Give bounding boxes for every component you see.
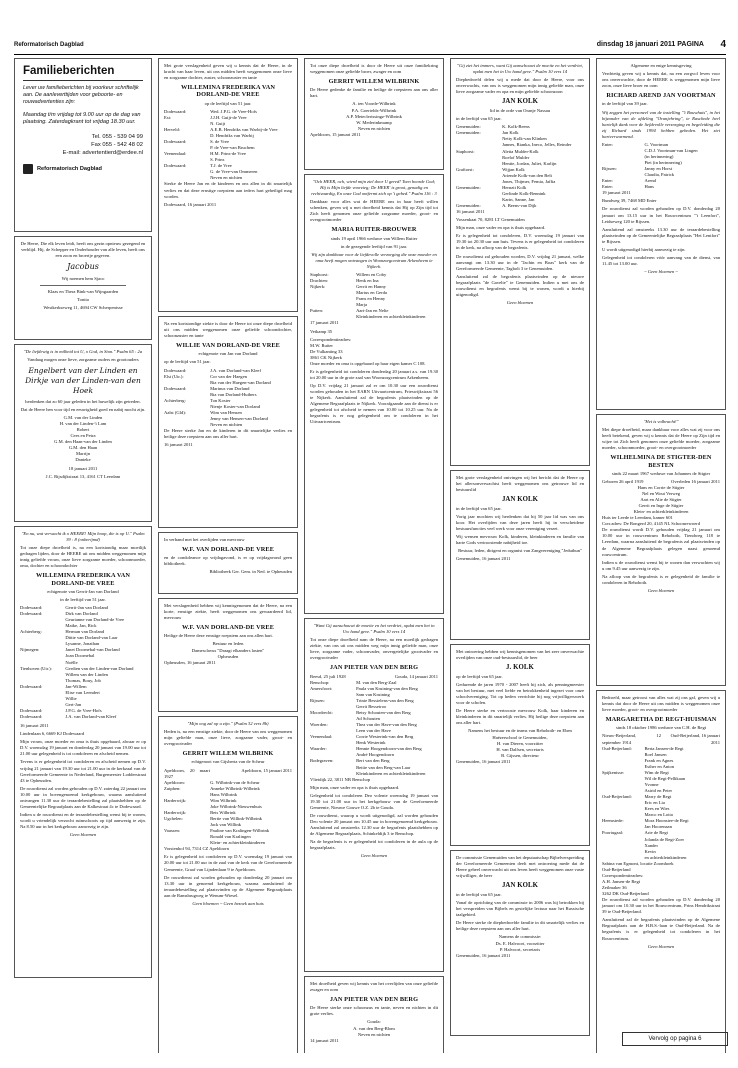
- family-row: Kevin: [644, 848, 656, 854]
- family-row: Genemuiden: A. Beens-van Dijk: [456, 203, 537, 209]
- death-notice-kolk: "Gij ziet het immers, want Gij aanschouwt de moeite en het verdriet, opdat men het in Uw hand geve." Psalm 10 vers 14 Diepbedroefd delen wij u mede dat door de Heere, voor ons onverwachts, van ons is weggenomen mijn innig geliefde man, onze lieve zorgzame vader en opa en mijn geliefde schoonzoon JAN KOLK lid in de orde van Oranje Nassau in de leeftijd van 65 jaar. Genemuiden: K. Kolk-Beens Genemuiden: Jan Kolk Netty Kolk-van Klinken Jannes, Rianka, Ineco, Jelles, Reinder Staphorst: Aletta Mulder-Kolk Roelof Mulder Hentie, Jordan, Juliet, Karlijn Graftorst: Wijjan Kolk Ariende Kolk-van den Belt Jones, Thijmer, Femia, Jaffia Genemuiden: Hernzit Kolk Gerlinde Kolk-Bennink Karin, Sanne, Jan Genemuiden: A. Beens-van Dijk 16 januari 2011 Vossenkaat 70, 8281 LT Genemuiden Mijn man, onze vader en opa is thuis opgebaard. Er is gelegenheid tot condoleren, D.V. woensdag 19 januari van 19.30 tot 20.30 uur aan huis. Tevens is er gelegenheid tot condoleren in de kerk, na afloop van de begrafenis. De rouwdienst zal gehouden worden, D.V. vrijdag 21 januari, welke aanvangt om 13.30 uur in de "Jachin en Boas" kerk van de Gereformeerde Gemeente, Tagbolt 3 te Genemuiden. Aansluitend zal de begrafenis plaatsvinden op de nieuwe begraafplaats "de Gavelte" te Genemuiden. Indien u met ons de rouwdienst en begrafenis wenst bij te wonen, wordt u hierbij uitgenodigd. Geen bloemen: [450, 58, 590, 466]
- family-row: Genemuiden: Hernzit Kolk: [456, 184, 527, 190]
- family-row: Roelof Mulder: [502, 154, 530, 160]
- family-row: Ronald van Kralingen: [210, 834, 251, 840]
- family-row: Herveld: A.E.B. Hendriks van Warbij-de Vree: [164, 126, 278, 132]
- family-row: Bodegraven: Bert van den Berg: [310, 758, 390, 764]
- bible-committee-notice: De commissie Genemuiden van het deputaatschap Bijbelverspreiding der Gereformeerde Gemeenten deelt met ontroering mede dat de Heere geheel onverwacht uit ons leven heeft weggenomen onze vaste vrijwilliger, de heer JAN KOLK in de leeftijd van 65 jaar. Vanaf de oprichting van de commissie in 2006 was hij betrokken bij het verspreiden van Bijbels en gestelijke lectuur naar het Russische taalgebied. De Heere sterke de diepbedroefde familie in dit smartelijk verlies en heilige deze roepstem aan ons aller hart. Namens de commissie: Ds. E. Halvoort, voorzitter P. Halvoort, secretaris Genemuiden, 16 januari 2011: [450, 850, 590, 1036]
- family-row: D. Hendriks van Warbij: [210, 132, 254, 138]
- death-notice-wilbrink: "Mijn oog zal op u zijn." (Psalm 32 vers 8b) Heden is, na een ernstige ziekte, door de Heere van ons weggenomen mijn geliefde man, onze lieve, zorgzame vader, groot- en overgrootvader GERRIT WILLEM WILBRINK echtgenoot van Gijsberta van de Scheur Apeldoorn, 20 maart 1927 Apeldoorn, 15 januari 2011 Apeldoorn: G. Wilbrink-van de Scheur Zutphen: Anneke Wilbrink-Wilbrink Hans Wilbrink Harderwijk: Wim Wilbrink Joke Wilbrink-Nieuwenhuis Harderwijk: Bets Wilbrink Ugchelen: Bertie van Willink-Wilbrink Jack van Willink Vaassen: Pauline van Kralingen-Wilbrink Ronald van Kralingen Klein- en achterkleinkinderen Vorstenhof 94, 7314 CZ Apeldoorn Er is gelegenheid tot condoleren op D.V. woensdag 19 januari van 20.00 uur tot 21.00 uur in de zaal van de kerk van de Gereformeerde Gemeente, Graaf van Lijndenlaan 9 te Apeldoorn. De rouwdienst zal worden gehouden op donderdag 20 januari om 13.30 uur in genoemd kerkgebouw, waarna aansluitend de teraardebestelling zal plaatsvinden op de Algemene Begraafplaats aan de Ramsbrugweg te Wenum-Wiesel. Geen bloemen ~ Geen bezoek aan huis: [158, 716, 298, 1053]
- family-row: Henk Westerink: [356, 740, 386, 746]
- family-row: Willem van der Linden: [65, 671, 108, 677]
- family-row: Dodewaard: J.A. van Dorland-van Kleef: [20, 714, 117, 720]
- family-row: S. Prins: [210, 157, 225, 163]
- family-row: Tienhoven (Utr.): Gerdien van der Linden-van Dorland: [20, 665, 134, 671]
- family-row: Klein- en achterkleinkinderen: [210, 840, 265, 846]
- family-row: Claudia, Patrick: [644, 172, 675, 178]
- family-row: Vaassen: Pauline van Kralingen-Wilbrink: [164, 828, 270, 834]
- family-row: Ad Schouten: [356, 716, 380, 722]
- death-notice-wilbrink-family: Tot onze diepe droefheid is door de Heere uit onze familiekring weggenomen onze geliefde broer, zwager en oom GERRIT WILLEM WILBRINK De Heere gedenke de familie en heilige de roepsteen aan ons aller hart. A. ten Voorde-Wilbrink P.A. Goertelds-Wilbrink A.P. Meteclerissingz-Wilbrink W. Mederinkmamp Neven en nichten Apeldoorn, 15 januari 2011: [304, 58, 444, 170]
- family-row: Xander: [644, 842, 658, 848]
- family-row: Lysanne, Jonathan: [65, 641, 100, 647]
- family-row: Gerrit Bessetroo: [356, 703, 387, 709]
- family-row: Ariende Kolk-van den Belt: [502, 172, 552, 178]
- family-row: Wil de Regt-Pellikaan: [644, 775, 686, 781]
- list-line: Zeilmaker 36: [602, 885, 627, 891]
- family-row: Nienje Koster-van Dorland: [210, 403, 260, 409]
- family-row: Sam van Kruining: [356, 691, 390, 697]
- family-row: Genemuiden: K. Kolk-Beens: [456, 124, 530, 130]
- family-row: Staphorst: Aletta Mulder-Kolk: [456, 148, 539, 154]
- deadline-text: Maandag t/m vrijdag tot 9.00 uur op de dag van plaatsing. Zaterdagkrant tot vrijdag 18.30 uur.: [23, 112, 141, 126]
- family-list: [20, 415, 146, 464]
- family-row: Esther en Anton: [644, 763, 675, 769]
- family-row: Jan Hoorenaan: [644, 824, 672, 830]
- family-row: Gert-Jan: [65, 701, 82, 707]
- family-row: Woerden: Thea van der Have-van den Berg: [310, 722, 417, 728]
- family-row: Nijkerk: Gerrit en Hanny: [310, 284, 386, 290]
- family-row: Poortugaal: Arie de Regt: [602, 830, 668, 836]
- family-row: Leen van der Have: [356, 728, 391, 734]
- family-row: Dodewaard: Wed. J.P.G. de Vree-Hofs: [164, 108, 257, 114]
- death-notice-de-stigter: "Het is volbracht!" Met diepe droefheid, maar dankbaar voor alles wat zij voor ons heeft betekend, geven wij u kennis dat de Heere op Zijn tijd en wijze tot Zich heeft genomen onze geliefde moeder, zorgzame moeder, schoonmoeder, groot- en overgrootmoeder WILHELMINA DE STIGTER-DEN BESTEN sinds 22 maart 1967 weduwe van Johannes de Stigter Geboren 26 april 1919 Overleden 16 januari 2011 Hans en Corrie de Stigter Nel en Wout Verweg Aart en Alie de Stigter Gerrit en Inge de Stigter Klein- en achterkleinkinderen Huis ter Leede te Leerdam, kamer 601 Corr.adres: De Bongerd 20, 4145 NL Schoonrewoerd De rouwdienst wordt D.V. gehouden vrijdag 21 januari om 10.00 uur in rouwcentrum Rehoboth, Tiendweg 118 te Leerdam, waarna aansluitend de begrafenis zal plaatsvinden op de Algemene Begraafplaats gelegen naast genoemd rouwcentrum. Indien u de rouwdienst wenst bij te wonen dan verwachten wij u om 9.45 uur aanwezig te zijn. Na afloop van de begrafenis is er gelegenheid de familie te condoleren in Rehoboth. Geen bloemen: [596, 414, 726, 686]
- family-row: Marco en Lotta: [644, 812, 673, 818]
- family-row: Veenendaal: H.M. Prins-de Vree: [164, 151, 246, 157]
- family-row: Hans Wilbrink: [210, 791, 237, 797]
- list-line: Bestuur en leden: [212, 641, 244, 647]
- family-row: Noëlle: [65, 659, 78, 665]
- family-row: Neven en nichten: [210, 175, 243, 181]
- family-row: Rijssen: Trinie Bessielens-van den Berg: [310, 697, 414, 703]
- list-line: Marrijn: [75, 451, 91, 457]
- family-row: Karin, Sanne, Jan: [502, 197, 535, 202]
- family-row: Jones, Thijmer, Femia, Jaffia: [502, 178, 556, 184]
- contact-info: [23, 133, 143, 158]
- family-row: Willie: [65, 695, 77, 701]
- family-row: Marja: [356, 302, 368, 308]
- death-notice-de-regt: Bedroefd, maar getroost van alles wat zij ons gaf, geven wij u kennis dat door de Heere uit ons midden is weggenomen onze lieve moeder, groot- en overgrootmoeder MARGARETHA DE REGT-HUISMAN sinds 18 oktober 1986 weduwe van C.H. de Regt Nieuw-Beijerland, 12 september 1914 Oud-Beijerland, 16 januari 2011 Oud-Beijerland: Berta Jansen-de Regt Roel Jansen Frank en Agnes Esther en Anton Spijkenisse: Wim de Regt Wil de Regt-Pellikaan Yvonne Astrid en Peter Oud-Beijerland: Marry de Regt Eric en Lia Kees en Wies Marco en Lotta Heemstede: Mora Hoonstee-de Regt Jan Hoorenaan Poortugaal: Arie de Regt Jolanda de Regt-Zoer Xander Kevin en achterkleinkinderen Sabina van Egmont, locatie Zoomhoek Oud-Beijerland Correspondentieadres: A.H. Jansen-de Regt Zeilmaker 36 3262 DK Oud-Beijerland De rouwdienst zal worden gehouden op D.V. donderdag 20 januari om 10.30 uur in het Rouwcentrum, Prins Hendrikstraat 39 te Oud-Beijerland. Aansluitend zal de begrafenis plaatsvinden op de Algemene Begraafplaats aan de H.B.S.-laan te Oud-Beijerland. Na de begrafenis is er gelegenheid tot condoleren in het Rouwcentrum. Geen bloemen: [596, 690, 726, 1053]
- family-row: Bettie van den Berg-van Laar: [356, 764, 411, 770]
- family-row: Marius en Gerda: [356, 290, 387, 296]
- list-line: H. van der Linden-'t Lam: [59, 420, 107, 426]
- family-row: Moordrecht: Betsy Schouten-van den Berg: [310, 709, 411, 715]
- library-notice: In verband met het overlijden van mevrouw W.F. VAN DORLAND-DE VREE en de condoleance op vrijdagavond, is er op vrijdagavond geen bibliotheek. Bibliotheek Ger. Gem. in Ned. te Opheusden: [158, 532, 298, 594]
- family-row: Drachten: Henk en Ina: [310, 278, 379, 284]
- family-row: G. de Vree-van Ommeren: [210, 169, 258, 175]
- family-row: Dittie van Dorland-van Laar: [65, 635, 118, 641]
- email: E-mail: advertentierd@erdee.nl: [62, 150, 143, 157]
- family-row: Ria van Dorland-Huibers: [210, 391, 257, 397]
- family-row: Yvonne: [644, 781, 659, 787]
- family-row: Jannes, Rianka, Ineco, Jelles, Reinder: [502, 142, 572, 148]
- family-row: Enter: Hans: [602, 184, 654, 190]
- list-line: P. Halvoort, secretaris: [499, 946, 541, 952]
- list-line: G.M. den Haan-van der Linden: [54, 439, 112, 445]
- list-line: M.W. Ruiter: [310, 342, 333, 348]
- family-row: Joan Doornebal: [65, 653, 95, 659]
- top-bar: [14, 40, 726, 55]
- family-row: Jack van Willink: [210, 822, 241, 828]
- school-notice: Met ontroering hebben wij kennisgenomen van het zeer onverwachte overlijden van onze oud-bestuurslid, de heer J. KOLK op de leeftijd van 65 jaar. Gedurende de jaren 1970 - 2007 heeft hij zich, als penningmeester van het bestuur, met veel liefde en betrokkenheid ingezet voor onze schoolvereniging. Tot op heden verrichtte hij nog vrijwilligerswerk voor de scholen. De Heere sterke en vertrooste mevrouw Kolk, haar kinderen en kleinkinderen in dit smartelijk verlies. Hij heilige deze roepstem aan ons aller hart. Namens het bestuur en de teams van Rehoboth- en Eben Haëzerschool te Genemuiden, H. van Dieren, voorzitter H. van Dalfsen, secretaris B. Gijssen, directeur Genemuiden, 16 januari 2011: [450, 644, 590, 846]
- choir-notice: Met grote verslagenheid ontvingen wij het bericht dat de Heere op het allersonverwachtst heeft weggenomen ons getrouwe lid en bestuurslid JAN KOLK in de leeftijd van 65 jaar. Vorig jaar mochten wij herdenken dat hij 50 jaar lid was van ons koor. Het overlijden van deze jaren heeft hij in verscheidene bestuursfuncties veel werk voor onze vereniging verzet. Wij wensen mevrouw Kolk, kinderen, kleinkinderen en familie van harte Gods vertroostende nabijheid toe. Bestuur, leden, dirigent en organist van Zangvereniging "Jeduthun" Genemuiden, 16 januari 2011: [450, 470, 590, 640]
- family-row: en achterkleinkinderen: [644, 854, 687, 860]
- logo: Reformatorisch Dagblad: [23, 164, 143, 174]
- family-row: Rijssen: Janny en Horst: [602, 166, 673, 172]
- list-line: W. Mederinkmamp: [356, 119, 392, 125]
- family-row: (in herinnering): [644, 153, 674, 159]
- death-notice-ruiter: "Och HEER, och, wierd mijn ziel door U gered! Toen hoorde God; Hij is Mijn liefde voorzieg; De HEER' is groot, genadig en rechtvaardig, En onze God ontfermt zich op 't gebed." Psalm 116 : 3 Dankbaar voor alles wat de HEERE ons in haar heeft willen schenken, geven wij u met droefheid kennis dat Hij op Zijn tijd tot Zich heeft genomen onze geliefde zorgzame moeder, groot- en overgrootmoeder MARIA RUITER-BROUWER sinds 19 april 1966 weduwe van Willem Ruiter in de gezegende leeftijd van 91 jaar. Wij zijn dankbaar voor de liefdevolle verzorging die onze moeder en oma heeft mogen ontvangen in Woonzorgcentrum Arkenheem te Nijkerk. Staphorst: Willem en Coby Drachten: Henk en Ina Nijkerk: Gerrit en Hanny Marius en Gerda Frans en Henny Marja Putten: Aart-Jan en Nelie Kleinkinderen en achterkleinkinderen 17 januari 2011 Vetkamp 35 Correspondentieadres: M.W. Ruiter De Vulkanting 33 3861 CK Nijkerk Onze moeder en oma is opgebaard op haar eigen kamer C 108. Er is gelegenheid tot condoleren donderdag 20 januari a.s. van 19.30 tot 20.00 uur in de grote zaal van Woonzorgcentrum Arkenheem. Op D.V. vrijdag 21 januari zal er om 10.30 uur een rouwdienst worden gehouden in het EARN Uitvaartcentrum, Frieswijkstraat 56 te Nijkerk. Aansluitend zal de begrafenis plaatsvinden op de Algemene Begraafplaats te Nijkerk. Voorafgaande aan de dienst is er gelegenheid tot afscheid te nemen van 10.00 tot 10.25 uur. Na de begrafenis is er nog gelegenheid om te condoleren in het Uitvaartcentrum.: [304, 174, 444, 614]
- family-row: Elst (Utr.): Cor van der Haegen: [164, 373, 247, 379]
- couple-name: Engelbert van der Linden en Dirkje van der Linden-van den Hoek: [25, 366, 141, 395]
- list-line: Huis ter Leede te Leerdam, kamer 601: [602, 515, 673, 521]
- family-row: Gerlinde Kolk-Bennink: [502, 190, 546, 196]
- list-line: A. van den Berg-Blom: [353, 1025, 395, 1031]
- family-row: Dodewaard: S. de Vree: [164, 139, 229, 145]
- family-row: Genemuiden: Jan Kolk: [456, 130, 519, 136]
- list-line: Correspondentieadres:: [310, 336, 352, 342]
- family-row: Achterberg: Herman van Dorland: [20, 629, 105, 635]
- family-notices-header: [14, 58, 152, 232]
- list-line: Namens het bestuur en de teams van Rehoboth- en Eben Haëzerschool te Genemuiden,: [468, 728, 572, 740]
- column-2: [158, 58, 298, 1053]
- family-row: Astrid en Peter: [644, 788, 673, 794]
- list-line: Opheusden: [217, 653, 239, 659]
- page-date: dinsdag 18 januari 2011 PAGINA: [596, 41, 704, 48]
- family-row: Oud-Beijerland: Berta Jansen-de Regt: [602, 745, 684, 751]
- list-line: 3861 CK Nijkerk: [310, 354, 342, 360]
- family-row: Enter: Arend: [602, 178, 656, 184]
- family-row: Netty Kolk-van Klinken: [502, 136, 547, 142]
- death-notice-willemina: "En nu, wat verwacht ik o HEERE! Mijn hoop, die is op U." Psalm 39 : 8 (onberijmd) Tot onze diepe droefheid is, na een kortstondig maar moeilijk gedragen lijden, door de HEERE uit ons midden weggenomen mijn innig geliefde vrouw, onze lieve zorgzame moeder, schoonmoeder, oma, dochter en schoondochter WILLEMINA FREDERIKA VAN DORLAND-DE VREE echtgenote van Gerrit-Jan van Dorland in de leeftijd van 51 jaar. Dodewaard: Gerrit-Jan van Dorland Dodewaard: Dirk van Dorland Geurianne van Dorland-de Vree Maike, Jan, Rick Achterberg: Herman van Dorland Dittie van Dorland-van Laar Lysanne, Jonathan Nijmegen: Janet Doornebal-van Dorland Joan Doornebal Noëlle Tienhoven (Utr.): Gerdien van der Linden-van Dorland Willem van der Linden Thomas, Bouy, Job Dodewaard: Jan-Willem Elise van Leendert Willie Gert-Jan Dodewaard: J.P.G. de Vree-Hofs Dodewaard: J.A. van Dorland-van Kleef 16 januari 2011 Lindenlaan 6, 6669 KJ Dodewaard Mijn vrouw, onze moeder en oma is thuis opgebaard, alwaar er op D.V. woensdag 19 januari en donderdag 20 januari van 19.00 uur tot 21.00 uur gelegenheid is tot condoleren en afscheid nemen. Tevens is er gelegenheid tot condoleren en afscheid nemen op D.V. vrijdag 21 januari van 19.30 uur tot 21.00 uur in de kerkzaal van de Gereformeerde Gemeente in Nederland, Burgemeester Lodderstraat 43 te Opheusden. De rouwdienst zal worden gehouden op D.V. zaterdag 22 januari om 10.00 uur in bovengenoemd kerkgebouw, waarna aansluitend ontvangen 11.30 uur de teraardebestelling zal plaatsbehben op de Gemeentelijke Begraafplaats aan de Kalkestraat 4c te Dodewaard. Indien u de rouwdienst en de teraardebestelling wenst bij te wonen, wordt u vriendelijk verzocht ruimschoots op tijd aanwezig te zijn. Na 8.50 uur in het kerkgebouw aanwezig te zijn. Geen bloemen: [14, 526, 152, 978]
- family-row: Graftorst: Wijjan Kolk: [456, 166, 525, 172]
- family-row: Aalst (Gld): Wim van Hensen: [164, 409, 242, 415]
- family-row: Ria van der Haegen-van Dorland: [210, 379, 271, 385]
- list-line: G.M. den Haan: [68, 445, 98, 451]
- list-line: Aart en Alie de Stigter: [640, 497, 682, 503]
- death-notice-van-den-berg: "Want Gij aanschouwt de moeite en het verdriet, opdat men het in Uw hand geve." Psalm 10 vers 14 Tot onze diepe droefheid nam de Heere, na een moeilijk gedragen ziekte, van ons uit ons midden weg mijn innig geliefde man, onze lieve, zorgzame vader, schoonvader, onvergetelijke grootvader en overgrootvader JAN PIETER VAN DEN BERG Beesd, 25 juli 1928 Gouda, 14 januari 2011 Benschop: M. van den Berg-Zaal Amersfoort: Paula van Kruining-van den Berg Sam van Kruining Rijssen: Trinie Bessielens-van den Berg Gerrit Bessetroo Moordrecht: Betsy Schouten-van den Berg Ad Schouten Woerden: Thea van der Have-van den Berg Leen van der Have Veenendaal: Corrie Westerink-van den Berg Henk Westerink Waarder: Hennie Hoogendoorn-van den Berg André Hoogendoorn Bodegraven: Bert van den Berg Bettie van den Berg-van Laar Kleinkinderen en achterkleinkinderen Vlietdijk 22, 3811 NB Benschop Mijn man, onze vader en opa is thuis opgebaard. Gelegenheid tot condoleren Deo volente woensdag 19 januari van 19.30 tot 21.00 uur in het kerkgebouw van de Gereformeerde Gemeente, Nieuwe Gouwe O.Z. 2b te Gouda. De rouwdienst, waarop u wordt uitgenodigd, zal worden gehouden Deo volente 20 januari om 10.45 uur in bovengenoemd kerkgebouw. Aansluitend zal omstreeks 12.30 uur de begrafenis plaatshebben op de Algemene Begraafplaats, Schinkeldijk 3 te Benschop. Na de begrafenis is er gelegenheid tot condoleren in de aula op de begraafplaats. Geen bloemen: [304, 618, 444, 972]
- family-row: Joke Wilbrink-Nieuwenhuis: [210, 803, 262, 809]
- family-row: Nijmegen: Janet Doornebal-van Dorland: [20, 647, 120, 653]
- anniversary-notice: "De liefdewig is in milheid tot U, o God, in Sion." Psalm 65 : 2a Vandaag mogen onze lieve, zorgzame ouders en grootouders Engelbert van der Linden en Dirkje van der Linden-van den Hoek herdenken dat zo 60 jaar geleden in het huwelijk zijn getreden. Dat de Heere hen voor tijd en eeuwigheid goed en nabij mocht zijn. G.M. van der Linden H. van der Linden-'t Lam Robert Cees en Petra G.M. den Haan-van der Linden G.M. den Haan Marrijn Danieke 18 januari 2011 J.C. Rijsdijkstraat 13, 4161 CT Leerdam: [14, 344, 152, 522]
- family-row: Dodewaard: Dirk van Dorland: [20, 611, 98, 617]
- child-name: Jacobus: [67, 262, 99, 272]
- list-line: Nel en Wout Verweg: [641, 490, 681, 496]
- list-line: Correspondentieadres:: [602, 872, 644, 878]
- family-rows: [20, 605, 146, 720]
- list-line: A.H. Jansen-de Regt: [602, 878, 641, 884]
- list-line: Sabina van Egmont, locatie Zoomhoek: [602, 860, 674, 866]
- phone: Tel. 055 - 539 04 99: [91, 133, 143, 140]
- family-row: Dodewaard: Jan-Willem: [20, 683, 87, 689]
- family-row: Spijkenisse: Wim de Regt: [602, 769, 669, 775]
- family-row: C.D.J. Voortman-van Lingen: [644, 147, 698, 153]
- column-1: [14, 58, 152, 1053]
- list-line: Danieke: [75, 457, 91, 463]
- list-line: 3262 DK Oud-Beijerland: [602, 891, 649, 897]
- list-line: Oud-Beijerland: [602, 866, 631, 872]
- family-row: Waarder: Hennie Hoogendoorn-van den Berg: [310, 746, 422, 752]
- family-row: Dodewaard: Gerrit-Jan van Dorland: [20, 604, 108, 610]
- family-row: Dodewaard: Marinus van Dorland: [164, 385, 250, 391]
- family-row: Enter: G. Voortman: [602, 141, 669, 147]
- family-row: Veenendaal: Corrie Westerink-van den Berg: [310, 734, 414, 740]
- list-line: De Vulkanting 33: [310, 348, 343, 354]
- list-line: Cees en Petra: [70, 433, 96, 439]
- family-row: Achterberg: Ton Koster: [164, 397, 231, 403]
- family-row: Oud-Beijerland: Marry de Regt: [602, 794, 672, 800]
- family-row: Kleinkinderen en achterkleinkinderen: [356, 770, 426, 776]
- family-row: Frank en Agnes: [644, 757, 674, 763]
- list-line: Neven en nichten: [357, 1031, 391, 1037]
- death-notice-van-den-berg-family: Met droefheid geven wij kennis van het overlijden van onze geliefde zwager en oom JAN PIETER VAN DEN BERG De Heere sterke onze schoonzus en tante, neven en nichten in dit grote verlies. Gouda: A. van den Berg-Blom Neven en nichten 14 januari 2011: [304, 976, 444, 1053]
- family-row: Jolanda de Regt-Zoer: [644, 836, 685, 842]
- list-line: B. Gijssen, directeur: [501, 752, 539, 758]
- newspaper-name: Reformatorisch Dagblad: [14, 42, 84, 48]
- family-row: Elise van Leendert: [65, 689, 100, 695]
- deceased-name: WILLEMINA FREDERIKA VAN DORLAND-DE VREE: [35, 572, 131, 587]
- column-4: [450, 58, 590, 1053]
- list-line: Hans en Corrie de Stigter: [637, 484, 685, 490]
- family-row: Kleinkinderen en achterkleinkinderen: [356, 314, 426, 320]
- list-line: H. van Dieren, voorzitter: [496, 740, 544, 746]
- family-row: Dodewaard: J.P.G. de Vree-Hofs: [20, 708, 102, 714]
- list-line: P.A. Goertelds-Wilbrink: [351, 107, 397, 113]
- list-line: Namens de commissie:: [498, 934, 542, 940]
- list-line: Neven en nichten: [357, 125, 391, 131]
- family-row: Staphorst: Willem en Coby: [310, 271, 387, 277]
- family-row: Maike, Jan, Rick: [65, 623, 97, 629]
- list-line: Damesclavus "Draagt elkanders lasten": [191, 647, 265, 653]
- club-notice: Met verslagenheid hebben wij kennisgenomen dat de Heere, na een korte, ernstige ziekte, heeft weggenomen ons gewaardeerd lid, mevrouw W.F. VAN DORLAND-DE VREE Heilige de Heere deze ernstige roepstem aan ons allen hart. Bestuur en leden Damesclavus "Draagt elkanders lasten" Opheusden Opheusden, 16 januari 2011: [158, 598, 298, 712]
- family-row: Zutphen: Anneke Wilbrink-Wilbrink: [164, 785, 260, 791]
- list-line: G.M. van der Linden: [63, 414, 103, 420]
- list-line: A. ten Voorde-Wilbrink: [352, 101, 396, 107]
- family-row: Harderwijk: Wim Wilbrink: [164, 797, 237, 803]
- family-row: Harderwijk: Bets Wilbrink: [164, 809, 236, 815]
- family-row: Geurianne van Dorland-de Vree: [65, 617, 125, 623]
- list-line: Klein- en achterkleinkinderen: [633, 509, 689, 515]
- family-row: Heemstede: Mora Hoonstee-de Regt: [602, 818, 689, 824]
- family-row: Benschop: M. van den Berg-Zaal: [310, 679, 397, 685]
- family-row: André Hoogendoorn: [356, 752, 394, 758]
- section-title: Familieberichten: [23, 65, 143, 81]
- family-row: Ugchelen: Bertie van Willink-Wilbrink: [164, 816, 262, 822]
- list-line: Corr.adres: De Bongerd 20, 4145 NL Schoonrewoerd: [602, 521, 701, 527]
- family-row: Apeldoorn: G. Wilbrink-van de Scheur: [164, 779, 260, 785]
- birth-notice: De Heere, Die elk leven leidt, heeft ons gezin opnieuw gezegend en verblijd. Hij, de Schepper en Onderhouder van alle leven, heeft ons een zoon en broertje gegeven. Jacobus Wij noemen hem Sjaco Klaas en Thera Bink-van Wijngaarden Tonita Westkerkseweg 11, 4694 CW Scherpenisse: [14, 236, 152, 340]
- column-5: [596, 58, 726, 1053]
- family-row: Frans en Henny: [356, 296, 386, 302]
- family-row: N. Guijt: [210, 120, 226, 126]
- family-row: P. de Vree-van Bruchem: [210, 145, 255, 151]
- family-row: Jenny van Hensen-van Dorland: [210, 416, 268, 422]
- family-row: Thomas, Bouy, Job: [65, 677, 101, 683]
- family-row: Neven en nichten: [210, 422, 243, 428]
- death-notice-family-de-vree: Met grote verslagenheid geven wij u kennis dat de Heere, in de kracht van haar leven, uit ons midden heeft weggenomen onze lieve en zorgzame dochter, zuster, schoonzuster en tante WILLEMINA FREDERIKA VAN DORLAND-DE VREE op de leeftijd van 51 jaar. Dodewaard: Wed. J.P.G. de Vree-Hofs Est: J.J.H. Guijt-de Vree N. Guijt Herveld: A.E.B. Hendriks van Warbij-de Vree D. Hendriks van Warbij Dodewaard: S. de Vree P. de Vree-van Bruchem Veenendaal: H.M. Prins-de Vree S. Prins Dodewaard: T.J. de Vree G. de Vree-van Ommeren Neven en nichten Sterke de Heere Jan en de kinderen en ons allen in dit smartelijk verlies en dat deze ernstige roepstem aan ieders hart geheiligd mag worden. Dodewaard, 16 januari 2011: [158, 58, 298, 312]
- death-notice-willie: Na een kortstondige ziekte is door de Heere tot onze diepe droefheid uit ons midden weggenomen onze geliefde schoondochter, schoonzuster en tante WILLIE VAN DORLAND-DE VREE echtgenote van Jan van Dorland op de leeftijd van 51 jaar. Dodewaard: J.A. van Dorland-van Kleef Elst (Utr.): Cor van der Haegen Ria van der Haegen-van Dorland Dodewaard: Marinus van Dorland Ria van Dorland-Huibers Achterberg: Ton Koster Nienje Koster-van Dorland Aalst (Gld): Wim van Hensen Jenny van Hensen-van Dorland Neven en nichten De Heere sterke Jan en de kinderen in dit smartelijke verlies en heilige deze roepstem aan ons aller hart. 16 januari 2011: [158, 316, 298, 528]
- column-3: [304, 58, 444, 1053]
- list-line: Gerrit en Inge de Stigter: [638, 503, 684, 509]
- family-row: Eric en Lia: [644, 800, 665, 806]
- page-number: 4: [720, 39, 726, 50]
- list-line: Gouda:: [367, 1019, 381, 1025]
- list-line: Ds. E. Halvoort, voorzitter: [495, 940, 545, 946]
- family-row: Hentie, Jordan, Juliet, Karlijn: [502, 160, 557, 166]
- family-row: Piet (in herinnering): [644, 160, 682, 166]
- family-row: Roel Jansen: [644, 751, 667, 757]
- intro-text: Lever uw familieberichten bij voorkeur schriftelijk aan. De aanleverttijden voor geboorte- en rouwadvertenties zijn:: [23, 85, 139, 106]
- continue-label: Vervolg op pagina 6: [622, 1032, 728, 1046]
- family-row: Amersfoort: Paula van Kruining-van den Berg: [310, 685, 418, 691]
- death-notice-voortman: Algemene en enige kennisgeving Verdrietig geven wij u kennis dat, na een zorgvol leven voor ons onverwachte, door de HEERE is weggenomen mijn lieve zoon, onze lieve broer en oom RICHARD AREND JAN VOORTMAN in de leeftijd van 39 jaar. Wij zeggen het personeel van de instelling "'t Bouwhuis", in het bijzonder van de afdeling "Oranjehring", te Raschede heel hartelijk dank voor de liefdevolle verzorging en begeleiding die zij Richard sinds 1994 hebben gebeden. Het ziet hartverwarmend. Enter: G. Voortman C.D.J. Voortman-van Lingen (in herinnering) Piet (in herinnering) Rijssen: Janny en Horst Claudia, Patrick Enter: Arend Enter: Hans 19 januari 2011 Bundweg 39, 7468 MD Enter De rouwdienst zal worden gehouden op D.V. donderdag 20 januari om 13.15 uur in het Rouwcentrum "'t Leenfort", Leidseweg 120 te Rijssen. Aansluitend zal omstreeks 13.30 uur de teraardebestelling plaatsvinden op de Gemeentelijke Begraafplaats "Het Lentfort" te Rijssen. U wordt uitgenodigd hierbij aanwezig te zijn. Gelegenheid tot condoleren vóór aanvang van de dienst, van 11.45 tot 13.00 uur. ~ Geen bloemen ~: [596, 58, 726, 410]
- list-line: H. van Dalfsen, secretaris: [496, 746, 544, 752]
- list-line: Robert: [76, 427, 90, 433]
- family-row: Kees en Wies: [644, 806, 670, 812]
- family-row: Est: J.J.H. Guijt-de Vree: [164, 114, 247, 120]
- logo-icon: [23, 164, 33, 174]
- family-row: Dodewaard: T.J. de Vree: [164, 163, 232, 169]
- family-row: Putten: Aart-Jan en Nelie: [310, 308, 389, 314]
- fax: Fax 055 - 542 48 02: [91, 141, 143, 148]
- list-line: A.P. Meteclerissingz-Wilbrink: [346, 113, 402, 119]
- family-row: Dodewaard: J.A. van Dorland-van Kleef: [164, 367, 261, 373]
